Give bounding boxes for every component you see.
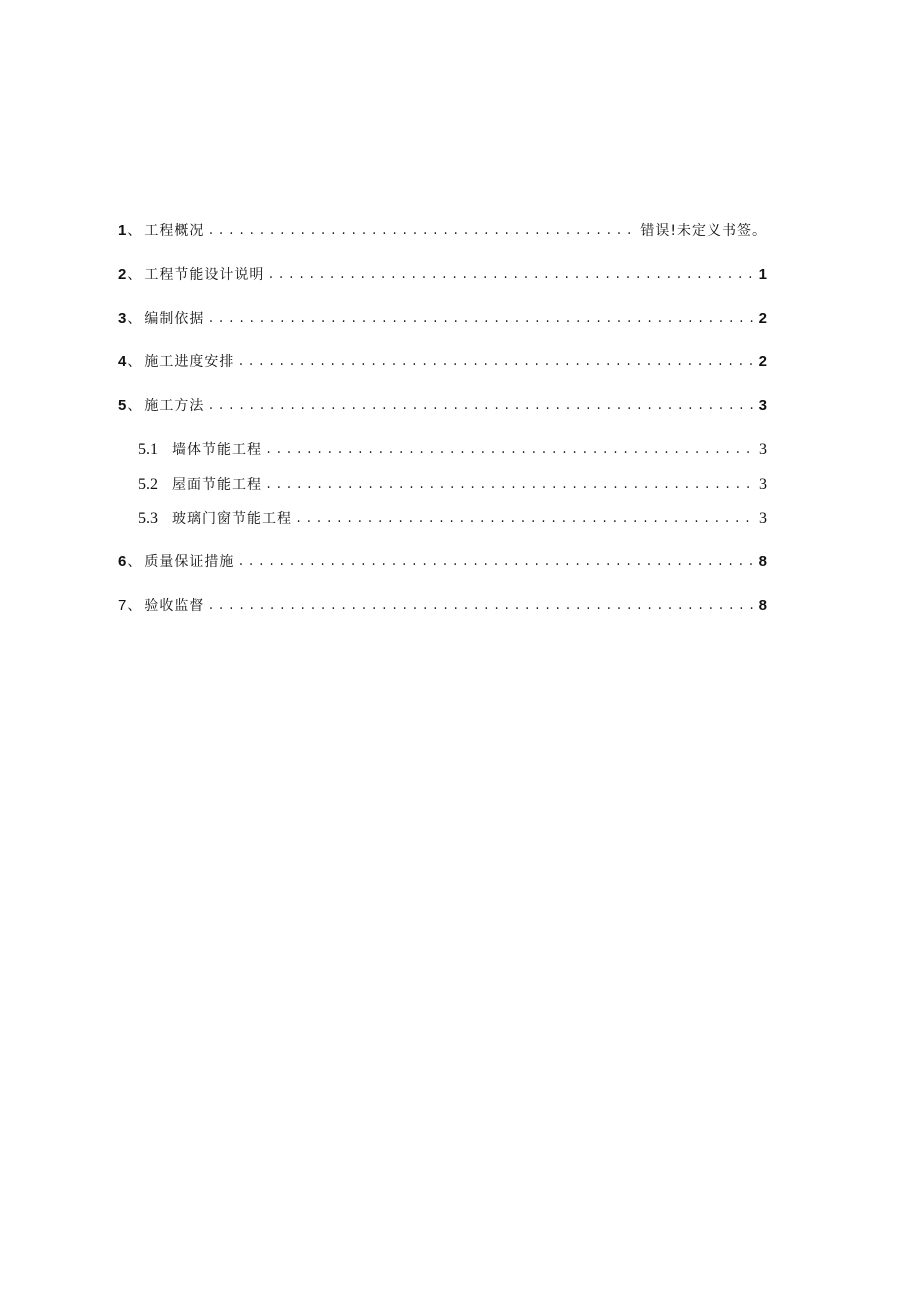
toc-entry-6[interactable] (118, 551, 767, 573)
toc-entry-title: 施工进度安排 (144, 354, 235, 370)
toc-entry-number: 4 (118, 353, 127, 370)
toc-entry-title: 工程节能设计说明 (144, 267, 265, 283)
toc-entry-number: 6 (118, 553, 127, 570)
toc-leader-dots (265, 478, 756, 492)
toc-entry-page: 3 (759, 510, 767, 527)
toc-leader-dots (207, 312, 755, 326)
toc-entry-1[interactable] (118, 220, 767, 242)
toc-entry-page: 错误!未定义书签。 (640, 223, 767, 239)
toc-leader-dots (237, 355, 755, 369)
toc-entry-page: 8 (758, 597, 767, 614)
toc-entry-title: 工程概况 (144, 223, 205, 239)
toc-entry-number: 5.2 (138, 476, 158, 493)
toc-entry-title: 编制依据 (144, 311, 205, 327)
toc-entry-title: 质量保证措施 (144, 554, 235, 570)
toc-entry-separator: 、 (127, 398, 143, 414)
toc-entry-title: 屋面节能工程 (172, 477, 262, 493)
toc-entry-4[interactable] (118, 351, 767, 373)
toc-leader-dots (207, 399, 755, 413)
toc-entry-7[interactable] (118, 595, 767, 617)
toc-entry-2[interactable] (118, 264, 767, 286)
toc-entry-separator: 、 (127, 598, 143, 614)
toc-entry-page: 3 (758, 397, 767, 414)
toc-entry-title: 施工方法 (144, 398, 205, 414)
toc-leader-dots (265, 443, 756, 457)
toc-entry-page: 8 (758, 553, 767, 570)
toc-entry-5-1[interactable] (138, 439, 767, 461)
toc-entry-page: 3 (759, 476, 767, 493)
toc-entry-number: 5 (118, 397, 127, 414)
toc-entry-title: 墙体节能工程 (172, 442, 262, 458)
toc-entry-separator: 、 (127, 223, 143, 239)
toc-entry-page: 1 (758, 266, 767, 283)
toc-entry-page: 3 (759, 441, 767, 458)
toc-entry-5[interactable] (118, 395, 767, 417)
toc-entry-page: 2 (758, 310, 767, 327)
toc-entry-separator: 、 (127, 311, 143, 327)
toc-entry-number: 5.3 (138, 510, 158, 527)
toc-entry-title: 玻璃门窗节能工程 (172, 511, 292, 527)
toc-entry-number: 7 (118, 597, 127, 614)
toc-leader-dots (267, 268, 755, 282)
toc-entry-3[interactable] (118, 308, 767, 330)
toc-leader-dots (207, 599, 755, 613)
toc-entry-separator: 、 (127, 267, 143, 283)
toc-entry-separator: 、 (127, 354, 143, 370)
toc-entry-title: 验收监督 (144, 598, 205, 614)
toc-entry-number: 2 (118, 266, 127, 283)
toc-leader-dots (295, 512, 756, 526)
toc-entry-separator: 、 (127, 554, 143, 570)
toc-entry-5-3[interactable] (138, 508, 767, 530)
toc-entry-page: 2 (758, 353, 767, 370)
toc-entry-5-2[interactable] (138, 474, 767, 496)
toc-entry-number: 3 (118, 310, 127, 327)
toc-entry-number: 1 (118, 222, 127, 239)
toc-leader-dots (207, 224, 637, 238)
toc-entry-number: 5.1 (138, 441, 158, 458)
toc-leader-dots (237, 555, 755, 569)
